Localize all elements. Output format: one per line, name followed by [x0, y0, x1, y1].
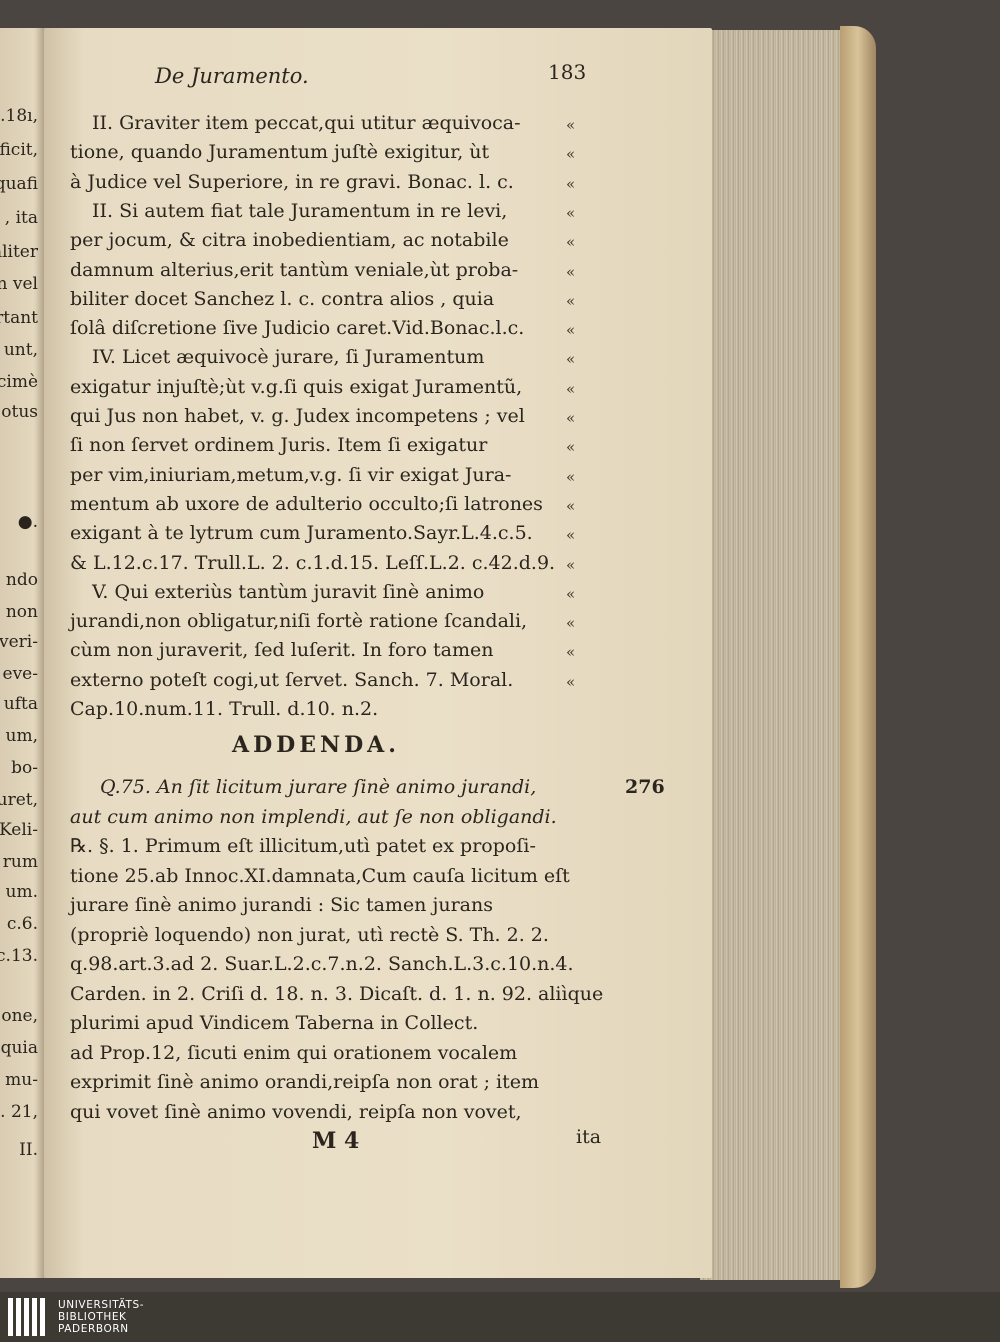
- text-line: & L.12.c.17. Trull.L. 2. c.1.d.15. Leſſ.L.2. c.42.d.9.: [70, 551, 556, 574]
- quote-mark: «: [566, 203, 576, 222]
- quote-mark: «: [566, 526, 576, 545]
- addenda-line: Q.75. An ſit licitum jurare ſinè animo jurandi,: [100, 776, 537, 798]
- addenda-line: (propriè loquendo) non jurat, utì rectè S. Th. 2. 2.: [70, 923, 549, 946]
- quote-mark: «: [566, 233, 576, 252]
- quote-mark: «: [566, 291, 576, 310]
- addenda-line: plurimi apud Vindicem Taberna in Collect.: [70, 1012, 479, 1034]
- addenda-line: q.98.art.3.ad 2. Suar.L.2.c.7.n.2. Sanch.L.3.c.10.n.4.: [70, 953, 574, 975]
- addenda-line: Carden. in 2. Criſi d. 18. n. 3. Dicaſt. d. 1. n. 92. aliìque: [70, 982, 604, 1005]
- quote-mark: «: [566, 467, 576, 486]
- logo-line: BIBLIOTHEK: [58, 1311, 127, 1323]
- quote-mark: «: [566, 555, 576, 574]
- text-line: externo poteſt cogi,ut ſervet. Sanch. 7. Moral.: [70, 668, 514, 691]
- text-line: per vim,iniuriam,metum,v.g. ſi vir exigat Jura-: [70, 463, 512, 486]
- quote-mark: «: [566, 262, 576, 281]
- text-line: jurandi,non obligatur,niſi fortè ratione ſcandali,: [70, 610, 528, 633]
- addenda-line: qui vovet ſinè animo vovendi, reipſa non vovet,: [70, 1100, 522, 1123]
- text-line: V. Qui exteriùs tantùm juravit ſinè animo: [92, 580, 485, 603]
- running-head: De Juramento.: [155, 64, 309, 88]
- text-line: II. Graviter item peccat,qui utitur æquivoca-: [92, 112, 521, 134]
- text-line: ſi non ſervet ordinem Juris. Item ſi exigatur: [70, 434, 488, 457]
- addenda-heading: ADDENDA.: [232, 732, 400, 758]
- text-line: Cap.10.num.11. Trull. d.10. n.2.: [70, 698, 379, 720]
- text-line: exigatur injuſtè;ùt v.g.ſi quis exigat Juramentũ,: [70, 375, 523, 398]
- logo-line: UNIVERSITÄTS-: [58, 1299, 145, 1311]
- text-line: IV. Licet æquivocè jurare, ſi Juramentum: [92, 346, 485, 369]
- text-line: mentum ab uxore de adulterio occulto;ſi latrones: [70, 492, 543, 515]
- text-line: à Judice vel Superiore, in re gravi. Bonac. l. c.: [70, 170, 514, 193]
- text-line: II. Si autem fiat tale Juramentum in re levi,: [92, 199, 508, 222]
- text-line: biliter docet Sanchez l. c. contra alios , quia: [70, 287, 495, 310]
- quote-mark: «: [566, 584, 576, 603]
- text-line: cùm non juraverit, ſed luſerit. In foro tamen: [70, 639, 494, 662]
- library-logo-icon: [8, 1298, 48, 1336]
- page-block-edge: [700, 30, 860, 1280]
- text-line: damnum alterius,erit tantùm veniale,ùt proba-: [70, 258, 519, 281]
- addenda-line: aut cum animo non implendi, aut ſe non obligandi.: [70, 805, 557, 828]
- addenda-line: ℞. §. 1. Primum eſt illicitum,utì patet ex propoſi-: [70, 835, 536, 857]
- quote-mark: «: [566, 321, 576, 340]
- library-logo-text: [58, 1299, 144, 1335]
- quote-mark: «: [566, 116, 576, 134]
- quote-mark: «: [566, 496, 576, 515]
- quote-mark: «: [566, 379, 576, 398]
- catchword: ita: [576, 1126, 602, 1148]
- text-line: ſolâ diſcretione ſive Judicio caret.Vid.Bonac.l.c.: [70, 317, 525, 340]
- addenda-line: exprimit ſinè animo orandi,reipſa non orat ; item: [70, 1071, 540, 1093]
- signature-mark: M 4: [312, 1128, 360, 1154]
- addenda-line: jurare ſinè animo jurandi : Sic tamen jurans: [70, 894, 493, 916]
- quote-mark: «: [566, 145, 576, 164]
- text-line: per jocum, & citra inobedientiam, ac notabile: [70, 229, 509, 252]
- text-line: tione, quando Juramentum juſtè exigitur, ùt: [70, 141, 490, 164]
- quote-mark: «: [566, 350, 576, 369]
- margin-number: 276: [625, 776, 665, 798]
- text-line: exigant à te lytrum cum Juramento.Sayr.L.4.c.5.: [70, 522, 533, 545]
- quote-mark: «: [566, 614, 576, 633]
- quote-mark: «: [566, 672, 576, 691]
- quote-mark: «: [566, 438, 576, 457]
- footer-bar: [0, 1292, 1000, 1342]
- text-line: qui Jus non habet, v. g. Judex incompetens ; vel: [70, 405, 525, 427]
- quote-mark: «: [566, 409, 576, 427]
- addenda-line: ad Prop.12, ſicuti enim qui orationem vocalem: [70, 1041, 518, 1064]
- quote-mark: «: [566, 174, 576, 193]
- book-cover-edge: [840, 26, 876, 1288]
- page-number: 183: [548, 60, 587, 84]
- addenda-line: tione 25.ab Innoc.XI.damnata,Cum cauſa licitum eſt: [70, 864, 570, 887]
- quote-mark: «: [566, 643, 576, 662]
- logo-line: PADERBORN: [58, 1323, 129, 1335]
